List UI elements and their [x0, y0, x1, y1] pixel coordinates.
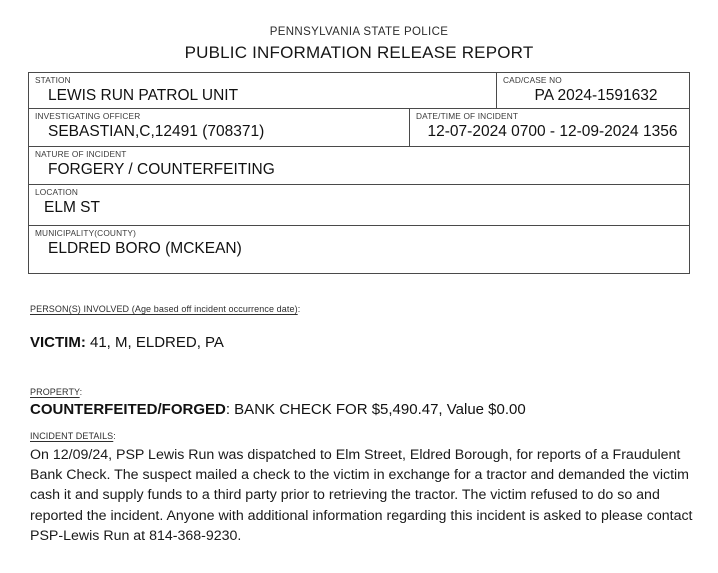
persons-involved-label-colon: :	[297, 304, 301, 314]
field-cad-case-no-label: CAD/CASE NO	[503, 75, 562, 85]
table-row	[29, 147, 689, 185]
property-label-text: PROPERTY	[30, 387, 80, 397]
field-date-time-of-incident-value: 12-07-2024 0700 - 12-09-2024 1356	[427, 123, 678, 141]
field-location-value: ELM ST	[44, 199, 100, 217]
field-station-value: LEWIS RUN PATROL UNIT	[48, 87, 239, 105]
table-row	[29, 226, 689, 273]
field-nature-of-incident-label: NATURE OF INCIDENT	[35, 149, 127, 159]
document-header	[0, 0, 718, 62]
field-investigating-officer	[29, 109, 409, 146]
field-nature-of-incident	[29, 147, 689, 184]
field-cad-case-no	[496, 73, 689, 108]
property-details: : BANK CHECK FOR $5,490.47, Value $0.00	[225, 400, 526, 418]
property-label	[30, 388, 696, 398]
field-station	[29, 73, 496, 108]
incident-header-table	[28, 72, 690, 274]
field-municipality-county	[29, 226, 689, 273]
property-section	[30, 388, 696, 419]
person-role: VICTIM:	[30, 333, 86, 351]
field-municipality-county-label: MUNICIPALITY(COUNTY)	[35, 228, 137, 238]
incident-details-label	[30, 432, 700, 442]
table-row	[29, 109, 689, 147]
table-row	[29, 185, 689, 226]
field-nature-of-incident-value: FORGERY / COUNTERFEITING	[48, 161, 275, 179]
incident-details-label-colon: :	[113, 431, 116, 441]
persons-involved-label-text: PERSON(S) INVOLVED (Age based off incident occurrence date)	[30, 304, 298, 314]
field-investigating-officer-label: INVESTIGATING OFFICER	[35, 111, 141, 121]
field-cad-case-no-value: PA 2024-1591632	[534, 87, 658, 105]
field-location-label: LOCATION	[35, 187, 78, 197]
incident-narrative: On 12/09/24, PSP Lewis Run was dispatched to Elm Street, Eldred Borough, for reports of a Fraudulent Bank Check. The suspect mailed a check to the victim in exchange for a tractor and demanded the victim cash it and supply funds to a third party prior to retrieving the tractor. The victim refused to do so and reported the incident. Anyone with additional information regarding this incident is asked to please contact PSP-Lewis Run at 814-368-9230.	[30, 446, 693, 545]
property-type: COUNTERFEITED/FORGED	[30, 400, 226, 418]
field-date-time-of-incident	[409, 109, 689, 146]
organization-name: PENNSYLVANIA STATE POLICE	[269, 26, 449, 38]
field-location	[29, 185, 689, 225]
page-title: PUBLIC INFORMATION RELEASE REPORT	[184, 42, 534, 62]
list-item	[30, 334, 696, 352]
field-investigating-officer-value: SEBASTIAN,C,12491 (708371)	[48, 123, 265, 141]
field-municipality-county-value: ELDRED BORO (MCKEAN)	[48, 240, 242, 258]
incident-details-label-text: INCIDENT DETAILS	[30, 431, 114, 441]
field-date-time-of-incident-label: DATE/TIME OF INCIDENT	[416, 111, 519, 121]
persons-involved-section	[30, 305, 696, 352]
property-label-colon: :	[79, 387, 83, 397]
person-details: 41, M, ELDRED, PA	[85, 333, 224, 351]
table-row	[29, 73, 689, 109]
incident-details-section	[30, 432, 700, 546]
list-item	[30, 401, 696, 419]
field-station-label: STATION	[35, 75, 71, 85]
persons-involved-label	[30, 305, 696, 315]
